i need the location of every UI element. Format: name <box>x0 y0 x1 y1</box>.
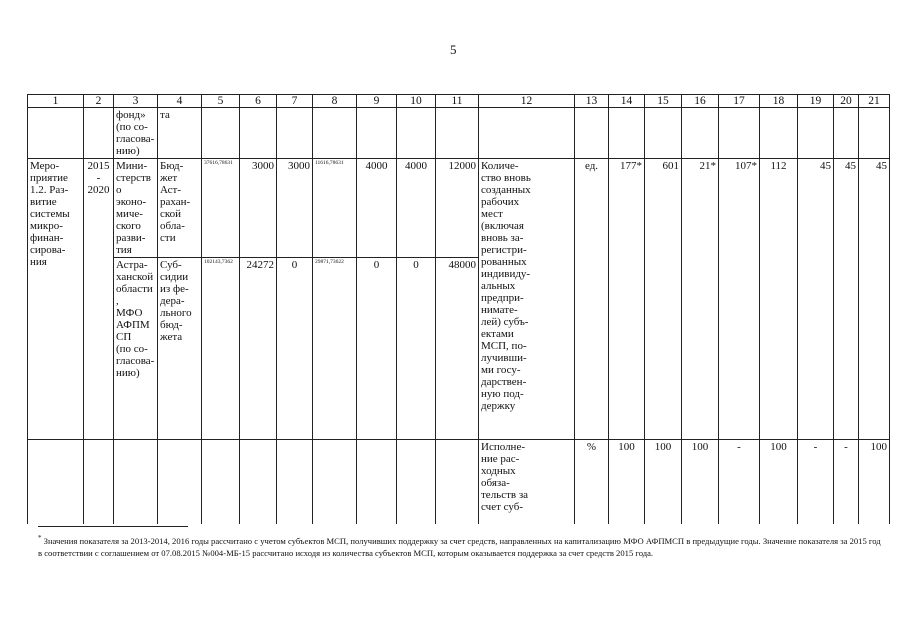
cont-source: та <box>158 108 202 159</box>
col-header: 21 <box>859 95 890 108</box>
fund1-c7: 3000 <box>277 159 313 258</box>
indicator-2-v20: - <box>834 440 859 524</box>
fund1-c10: 4000 <box>397 159 436 258</box>
indicator-1-unit: ед. <box>575 159 609 440</box>
col-header: 6 <box>240 95 277 108</box>
indicator-2-v19: - <box>798 440 834 524</box>
funding-source-1: Бюд- жет Аст- рахан- ской обла- сти <box>158 159 202 258</box>
fund1-c5: 37616,78631 <box>202 159 240 258</box>
col-header: 19 <box>798 95 834 108</box>
indicator-2-v21: 100 <box>859 440 890 524</box>
funding-source-2: Суб- сидии из фе- дера- льного бюд- жета <box>158 258 202 440</box>
col-header: 20 <box>834 95 859 108</box>
col-header: 3 <box>114 95 158 108</box>
fund2-c10: 0 <box>397 258 436 440</box>
column-number-row <box>28 95 890 108</box>
fund1-c8: 11616,78631 <box>313 159 357 258</box>
indicator-1-v15: 601 <box>645 159 682 440</box>
indicator-1-v19: 45 <box>798 159 834 440</box>
continuation-row <box>28 108 890 159</box>
page-number: 5 <box>450 42 457 57</box>
activity-row-1 <box>28 159 890 258</box>
col-header: 17 <box>719 95 760 108</box>
col-header: 7 <box>277 95 313 108</box>
fund2-c5: 102143,7362 <box>202 258 240 440</box>
activity-period: 2015 - 2020 <box>84 159 114 440</box>
fund2-c8: 29871,73622 <box>313 258 357 440</box>
fund2-c7: 0 <box>277 258 313 440</box>
cont-executor: фонд» (по со- гласова- нию) <box>114 108 158 159</box>
col-header: 12 <box>479 95 575 108</box>
fund1-c9: 4000 <box>357 159 397 258</box>
col-header: 9 <box>357 95 397 108</box>
footnote-text: Значения показателя за 2013-2014, 2016 годы рассчитано с учетом субъектов МСП, получивших поддержку за счет средств, направленных на капитализацию МФО АФПМСП в предыдущие годы. Значение показателя за 2015 год в соответствии с соглашением от 07.08.2015 №004-МБ-15 рассчитано исходя из количества субъектов МСП, которым оказывается поддержка за счет средств 2015 года. <box>38 535 881 558</box>
col-header: 11 <box>436 95 479 108</box>
fund2-c6: 24272 <box>240 258 277 440</box>
col-header: 10 <box>397 95 436 108</box>
fund1-c6: 3000 <box>240 159 277 258</box>
indicator-2-row <box>28 440 890 524</box>
indicator-1-v17: 107* <box>719 159 760 440</box>
fund2-c9: 0 <box>357 258 397 440</box>
col-header: 18 <box>760 95 798 108</box>
indicator-2-v16: 100 <box>682 440 719 524</box>
col-header: 4 <box>158 95 202 108</box>
col-header: 5 <box>202 95 240 108</box>
fund2-c11: 48000 <box>436 258 479 440</box>
col-header: 2 <box>84 95 114 108</box>
indicator-2-v15: 100 <box>645 440 682 524</box>
col-header: 15 <box>645 95 682 108</box>
indicator-2-name: Исполне- ние рас- ходных обяза- тельств за счет суб- <box>479 440 575 524</box>
col-header: 8 <box>313 95 357 108</box>
activity-name: Меро- приятие 1.2. Раз- витие системы микро- финан- сирова- ния <box>28 159 84 440</box>
indicator-1-v21: 45 <box>859 159 890 440</box>
program-table <box>27 94 890 524</box>
fund1-c11: 12000 <box>436 159 479 258</box>
indicator-1-v20: 45 <box>834 159 859 440</box>
col-header: 16 <box>682 95 719 108</box>
col-header: 14 <box>609 95 645 108</box>
indicator-2-v17: - <box>719 440 760 524</box>
indicator-1-v14: 177* <box>609 159 645 440</box>
indicator-2-unit: % <box>575 440 609 524</box>
activity-executor-b: Астра- ханской области, МФО АФПМСП (по со- гласова- нию) <box>114 258 158 440</box>
indicator-1-v18: 112 <box>760 159 798 440</box>
footnote-mark: * <box>38 534 42 542</box>
col-header: 13 <box>575 95 609 108</box>
indicator-2-v18: 100 <box>760 440 798 524</box>
col-header: 1 <box>28 95 84 108</box>
activity-executor-a: Мини- стерство эконо- миче- ского разви- тия <box>114 159 158 258</box>
indicator-2-v14: 100 <box>609 440 645 524</box>
indicator-1-name: Количе- ство вновь созданных рабочих мест (включая вновь за- регистри- рованных индивиду- альных предпри- нимате- лей) субъ- ектами МСП, по- лучивши- ми госу- дарствен- ную под- держку <box>479 159 575 440</box>
indicator-1-v16: 21* <box>682 159 719 440</box>
footnote <box>38 532 883 559</box>
footnote-rule <box>38 526 188 527</box>
